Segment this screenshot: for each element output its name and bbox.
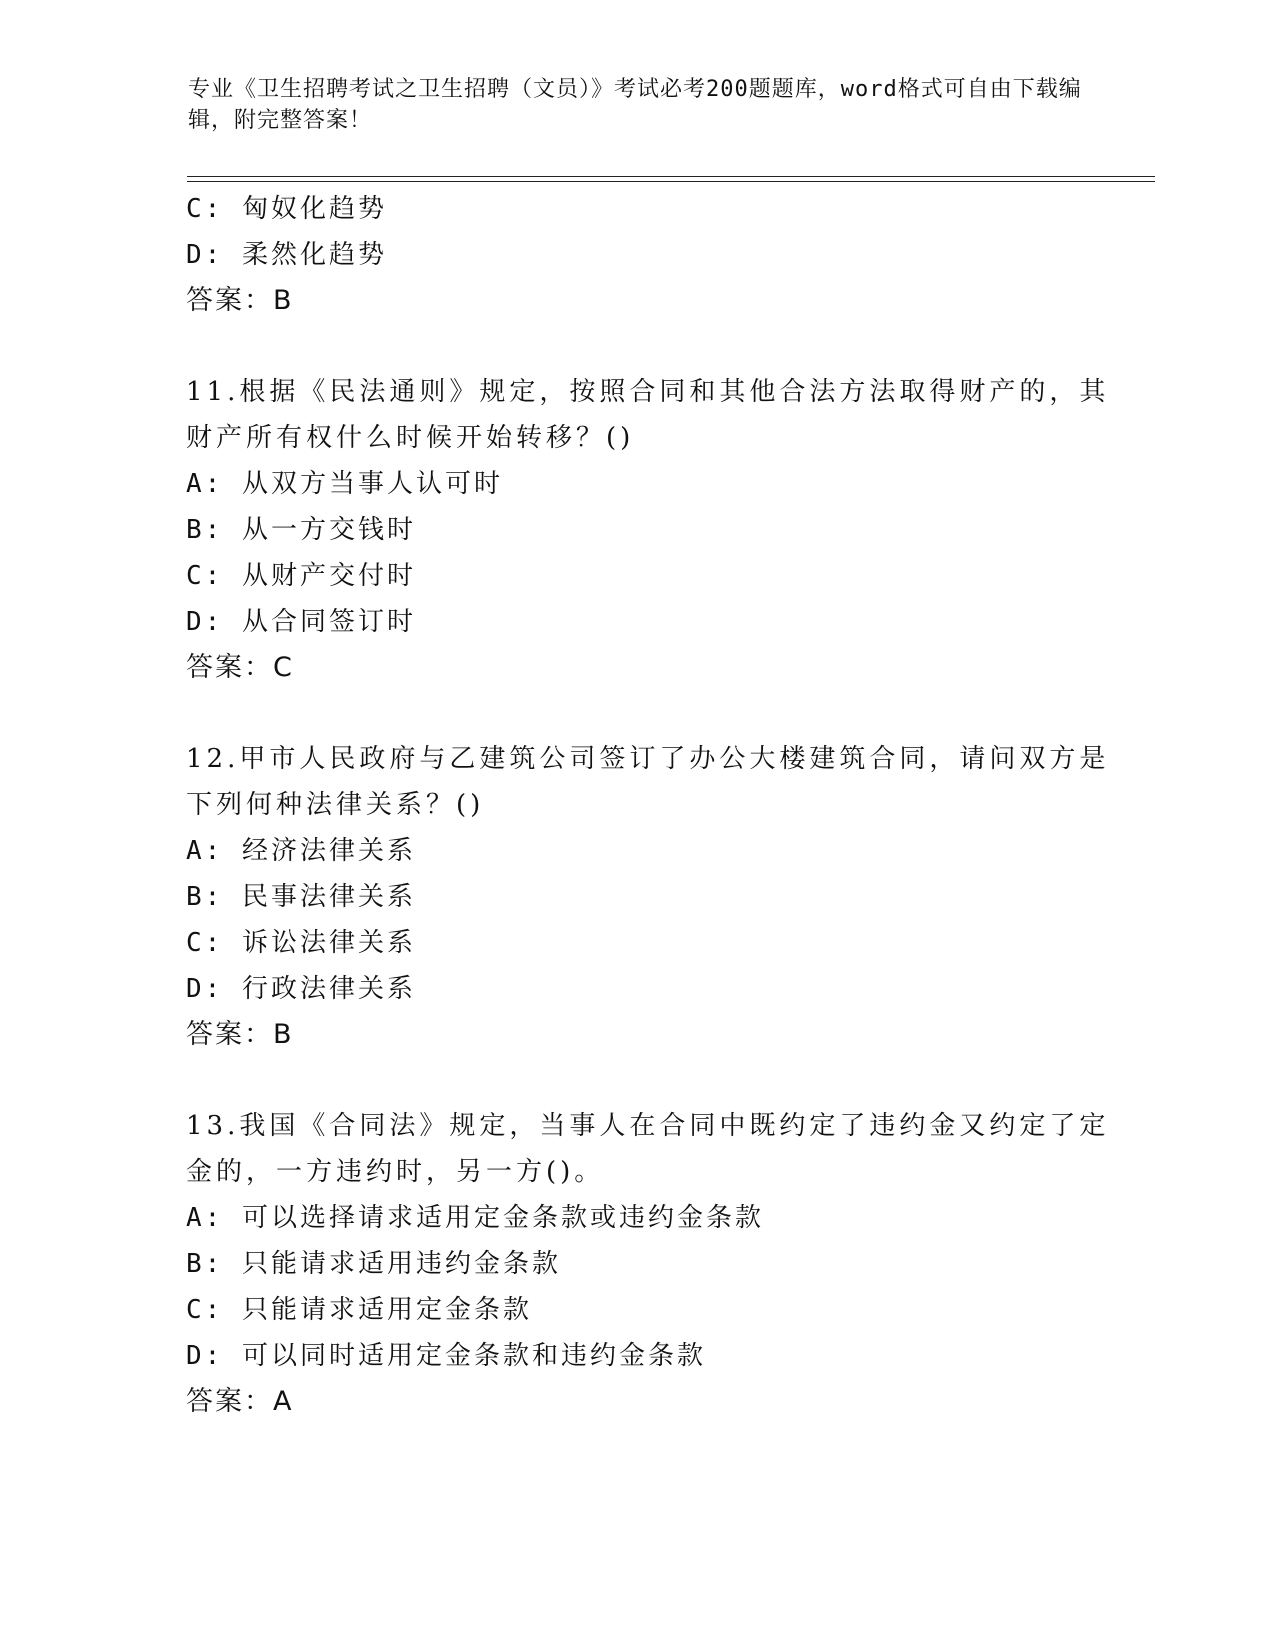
question-text-line: 13.我国《合同法》规定，当事人在合同中既约定了违约金又约定了定 — [186, 1111, 1110, 1141]
question-text-line: 下列何种法律关系？() — [186, 790, 485, 820]
question-11 — [186, 369, 1110, 691]
question-text-line: 金的，一方违约时，另一方()。 — [186, 1157, 605, 1187]
option-c: C: 匈奴化趋势 — [186, 194, 387, 224]
continued-question — [186, 186, 1086, 324]
spacer — [186, 1058, 1086, 1103]
question-13 — [186, 1103, 1110, 1425]
answer-line: 答案：B — [186, 285, 294, 316]
question-text-line: 12.甲市人民政府与乙建筑公司签订了办公大楼建筑合同，请问双方是 — [186, 744, 1110, 774]
option-a: A: 从双方当事人认可时 — [186, 469, 503, 499]
option-a: A: 经济法律关系 — [186, 836, 416, 866]
option-d: D: 行政法律关系 — [186, 974, 416, 1004]
answer-line: 答案：B — [186, 1019, 294, 1050]
header-divider-bottom — [187, 181, 1155, 182]
question-text-line: 财产所有权什么时候开始转移？() — [186, 423, 635, 453]
answer-line: 答案：A — [186, 1386, 294, 1417]
option-c: C: 从财产交付时 — [186, 561, 416, 591]
option-b: B: 从一方交钱时 — [186, 515, 416, 545]
spacer — [186, 324, 1086, 369]
option-d: D: 从合同签订时 — [186, 607, 416, 637]
option-d: D: 可以同时适用定金条款和违约金条款 — [186, 1341, 706, 1371]
option-b: B: 只能请求适用违约金条款 — [186, 1249, 561, 1279]
header-divider-top — [187, 176, 1155, 177]
answer-line: 答案：C — [186, 652, 294, 683]
question-text-line: 11.根据《民法通则》规定，按照合同和其他合法方法取得财产的，其 — [186, 377, 1110, 407]
option-c: C: 诉讼法律关系 — [186, 928, 416, 958]
option-d: D: 柔然化趋势 — [186, 240, 387, 270]
option-a: A: 可以选择请求适用定金条款或违约金条款 — [186, 1203, 764, 1233]
document-body — [186, 186, 1110, 1425]
option-c: C: 只能请求适用定金条款 — [186, 1295, 532, 1325]
document-header: 专业《卫生招聘考试之卫生招聘（文员）》考试必考200题题库，word格式可自由下载编辑，附完整答案！ — [188, 77, 1082, 133]
question-12 — [186, 736, 1110, 1058]
option-b: B: 民事法律关系 — [186, 882, 416, 912]
spacer — [186, 691, 1086, 736]
